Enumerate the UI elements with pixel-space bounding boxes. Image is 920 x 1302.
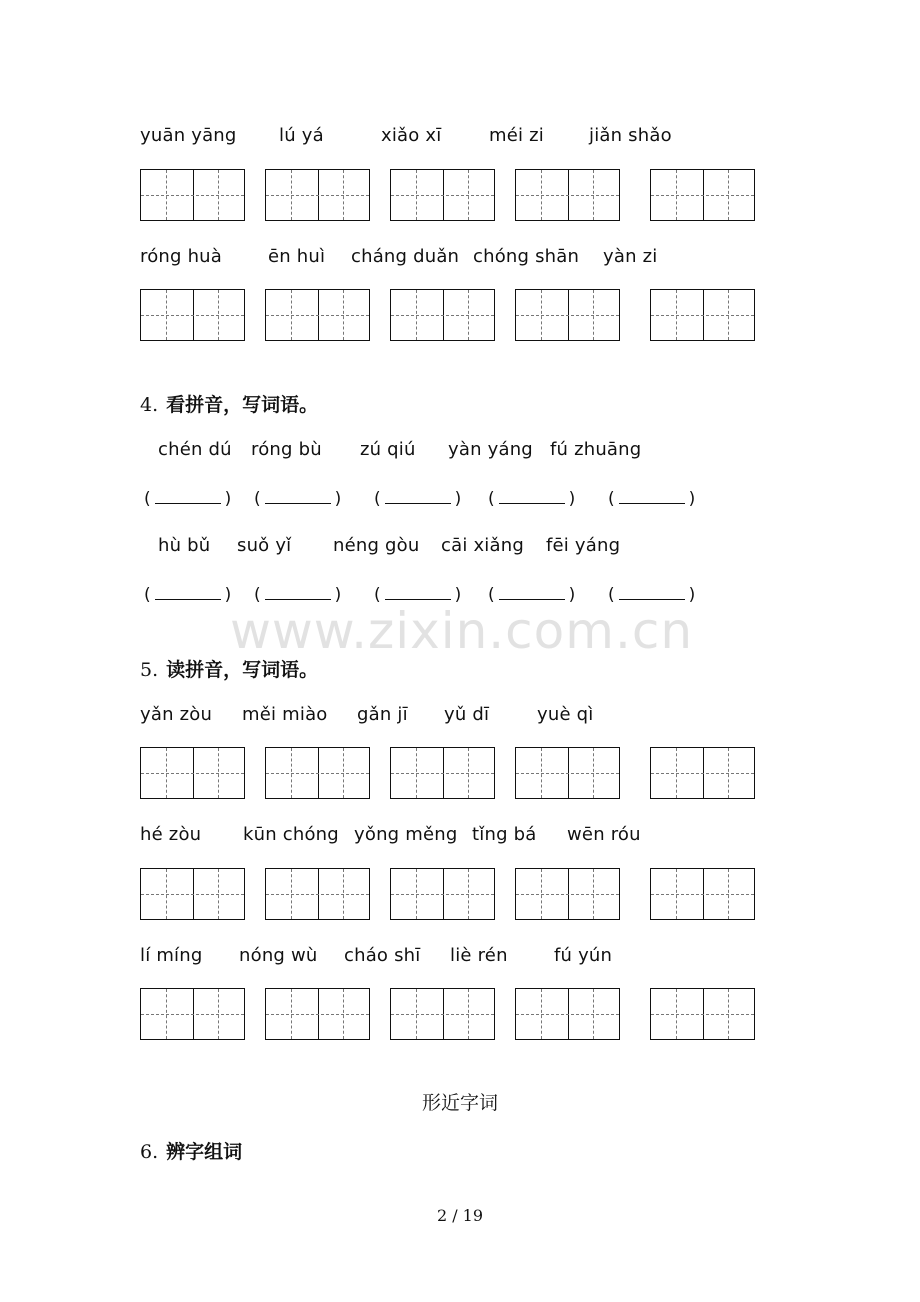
blank-line — [265, 585, 331, 600]
guide-line — [516, 195, 619, 196]
guide-line — [391, 1014, 494, 1015]
question-5-heading — [140, 655, 318, 682]
guide-line — [266, 195, 369, 196]
pinyin: hù bǔ — [158, 535, 211, 556]
pinyin: cháng duǎn — [351, 246, 460, 267]
answer-row — [0, 489, 920, 513]
question-text: 读拼音，写词语。 — [166, 659, 319, 681]
guide-line — [516, 1014, 619, 1015]
pinyin: hé zòu — [140, 824, 202, 845]
question-text: 辨字组词 — [166, 1141, 243, 1163]
close-paren: ) — [224, 585, 232, 605]
tianzige-box[interactable] — [390, 988, 495, 1040]
tianzige-box[interactable] — [265, 988, 370, 1040]
tianzige-box[interactable] — [265, 169, 370, 221]
open-paren: ( — [608, 585, 615, 605]
pinyin: fēi yáng — [546, 535, 621, 556]
close-paren: ) — [334, 585, 342, 605]
guide-line — [391, 315, 494, 316]
pinyin: suǒ yǐ — [237, 535, 292, 556]
guide-line — [141, 894, 244, 895]
pinyin: méi zi — [489, 125, 544, 146]
pinyin: lí míng — [140, 945, 203, 966]
pinyin: wēn róu — [567, 824, 641, 845]
blank-line — [499, 585, 565, 600]
pinyin: cháo shī — [344, 945, 421, 966]
blank-line — [385, 489, 451, 504]
answer-blank[interactable] — [488, 489, 575, 509]
guide-line — [391, 773, 494, 774]
pinyin: yǎn zòu — [140, 704, 213, 725]
tianzige-box[interactable] — [515, 868, 620, 920]
pinyin: yǔ dī — [444, 704, 490, 725]
guide-line — [141, 1014, 244, 1015]
guide-line — [141, 315, 244, 316]
guide-line — [651, 195, 754, 196]
tianzige-box[interactable] — [265, 868, 370, 920]
question-text: 看拼音，写词语。 — [166, 394, 319, 416]
guide-line — [516, 894, 619, 895]
tianzige-box[interactable] — [515, 289, 620, 341]
guide-line — [266, 315, 369, 316]
pinyin: cāi xiǎng — [441, 535, 524, 556]
open-paren: ( — [374, 585, 381, 605]
close-paren: ) — [334, 489, 342, 509]
guide-line — [266, 773, 369, 774]
pinyin: fú zhuāng — [550, 439, 642, 460]
guide-line — [651, 894, 754, 895]
pinyin: chóng shān — [473, 246, 580, 267]
pinyin-row — [0, 535, 920, 561]
tianzige-row — [0, 169, 920, 223]
tianzige-box[interactable] — [650, 988, 755, 1040]
watermark: www.zixin.com.cn — [230, 602, 694, 660]
tianzige-row — [0, 988, 920, 1042]
open-paren: ( — [488, 585, 495, 605]
guide-line — [651, 1014, 754, 1015]
guide-line — [141, 195, 244, 196]
pinyin: kūn chóng — [243, 824, 339, 845]
tianzige-box[interactable] — [390, 747, 495, 799]
close-paren: ) — [688, 585, 696, 605]
pinyin: yǒng měng — [354, 824, 458, 845]
pinyin: yàn zi — [603, 246, 658, 267]
guide-line — [141, 773, 244, 774]
question-number: 5. — [140, 659, 159, 681]
pinyin: chén dú — [158, 439, 232, 460]
answer-blank[interactable] — [608, 489, 695, 509]
question-4-heading — [140, 390, 318, 417]
answer-blank[interactable] — [254, 489, 341, 509]
guide-line — [516, 315, 619, 316]
tianzige-box[interactable] — [515, 169, 620, 221]
pinyin: liè rén — [450, 945, 508, 966]
pinyin: yuān yāng — [140, 125, 237, 146]
pinyin-row — [0, 246, 920, 272]
guide-line — [391, 894, 494, 895]
guide-line — [266, 894, 369, 895]
tianzige-box[interactable] — [650, 868, 755, 920]
close-paren: ) — [224, 489, 232, 509]
pinyin-row — [0, 945, 920, 971]
tianzige-box[interactable] — [650, 289, 755, 341]
blank-line — [619, 489, 685, 504]
tianzige-row — [0, 289, 920, 343]
answer-blank[interactable] — [374, 489, 461, 509]
open-paren: ( — [254, 489, 261, 509]
tianzige-box[interactable] — [265, 289, 370, 341]
question-number: 6. — [140, 1141, 159, 1163]
page-number: 2 / 19 — [436, 1206, 484, 1225]
close-paren: ) — [568, 489, 576, 509]
tianzige-row — [0, 747, 920, 801]
pinyin: gǎn jī — [357, 704, 408, 725]
tianzige-box[interactable] — [140, 988, 245, 1040]
question-6-heading — [140, 1137, 242, 1164]
tianzige-box[interactable] — [515, 988, 620, 1040]
guide-line — [516, 773, 619, 774]
open-paren: ( — [144, 585, 151, 605]
blank-line — [385, 585, 451, 600]
tianzige-box[interactable] — [390, 289, 495, 341]
pinyin: xiǎo xī — [381, 125, 442, 146]
close-paren: ) — [568, 585, 576, 605]
blank-line — [265, 489, 331, 504]
answer-blank[interactable] — [144, 585, 231, 605]
tianzige-box[interactable] — [140, 868, 245, 920]
open-paren: ( — [374, 489, 381, 509]
pinyin-row — [0, 125, 920, 151]
open-paren: ( — [144, 489, 151, 509]
open-paren: ( — [608, 489, 615, 509]
pinyin: tǐng bá — [472, 824, 537, 845]
pinyin: zú qiú — [360, 439, 416, 460]
pinyin-row — [0, 704, 920, 730]
tianzige-box[interactable] — [390, 169, 495, 221]
guide-line — [651, 773, 754, 774]
pinyin: jiǎn shǎo — [589, 125, 672, 146]
pinyin: yuè qì — [537, 704, 594, 725]
tianzige-box[interactable] — [650, 169, 755, 221]
tianzige-box[interactable] — [140, 289, 245, 341]
pinyin: fú yún — [554, 945, 613, 966]
answer-blank[interactable] — [144, 489, 231, 509]
pinyin: ēn huì — [268, 246, 326, 267]
tianzige-box[interactable] — [140, 169, 245, 221]
pinyin: néng gòu — [333, 535, 420, 556]
close-paren: ) — [454, 489, 462, 509]
open-paren: ( — [488, 489, 495, 509]
blank-line — [155, 585, 221, 600]
tianzige-box[interactable] — [650, 747, 755, 799]
open-paren: ( — [254, 585, 261, 605]
pinyin: měi miào — [242, 704, 328, 725]
blank-line — [155, 489, 221, 504]
question-number: 4. — [140, 394, 159, 416]
tianzige-box[interactable] — [265, 747, 370, 799]
tianzige-box[interactable] — [515, 747, 620, 799]
blank-line — [619, 585, 685, 600]
close-paren: ) — [688, 489, 696, 509]
pinyin: lú yá — [279, 125, 324, 146]
pinyin: yàn yáng — [448, 439, 533, 460]
close-paren: ) — [454, 585, 462, 605]
section-title: 形近字词 — [421, 1092, 498, 1114]
pinyin: nóng wù — [239, 945, 318, 966]
tianzige-box[interactable] — [140, 747, 245, 799]
guide-line — [266, 1014, 369, 1015]
pinyin-row — [0, 439, 920, 465]
pinyin-row — [0, 824, 920, 850]
guide-line — [391, 195, 494, 196]
pinyin: róng huà — [140, 246, 223, 267]
tianzige-box[interactable] — [390, 868, 495, 920]
guide-line — [651, 315, 754, 316]
blank-line — [499, 489, 565, 504]
tianzige-row — [0, 868, 920, 922]
pinyin: róng bù — [251, 439, 322, 460]
